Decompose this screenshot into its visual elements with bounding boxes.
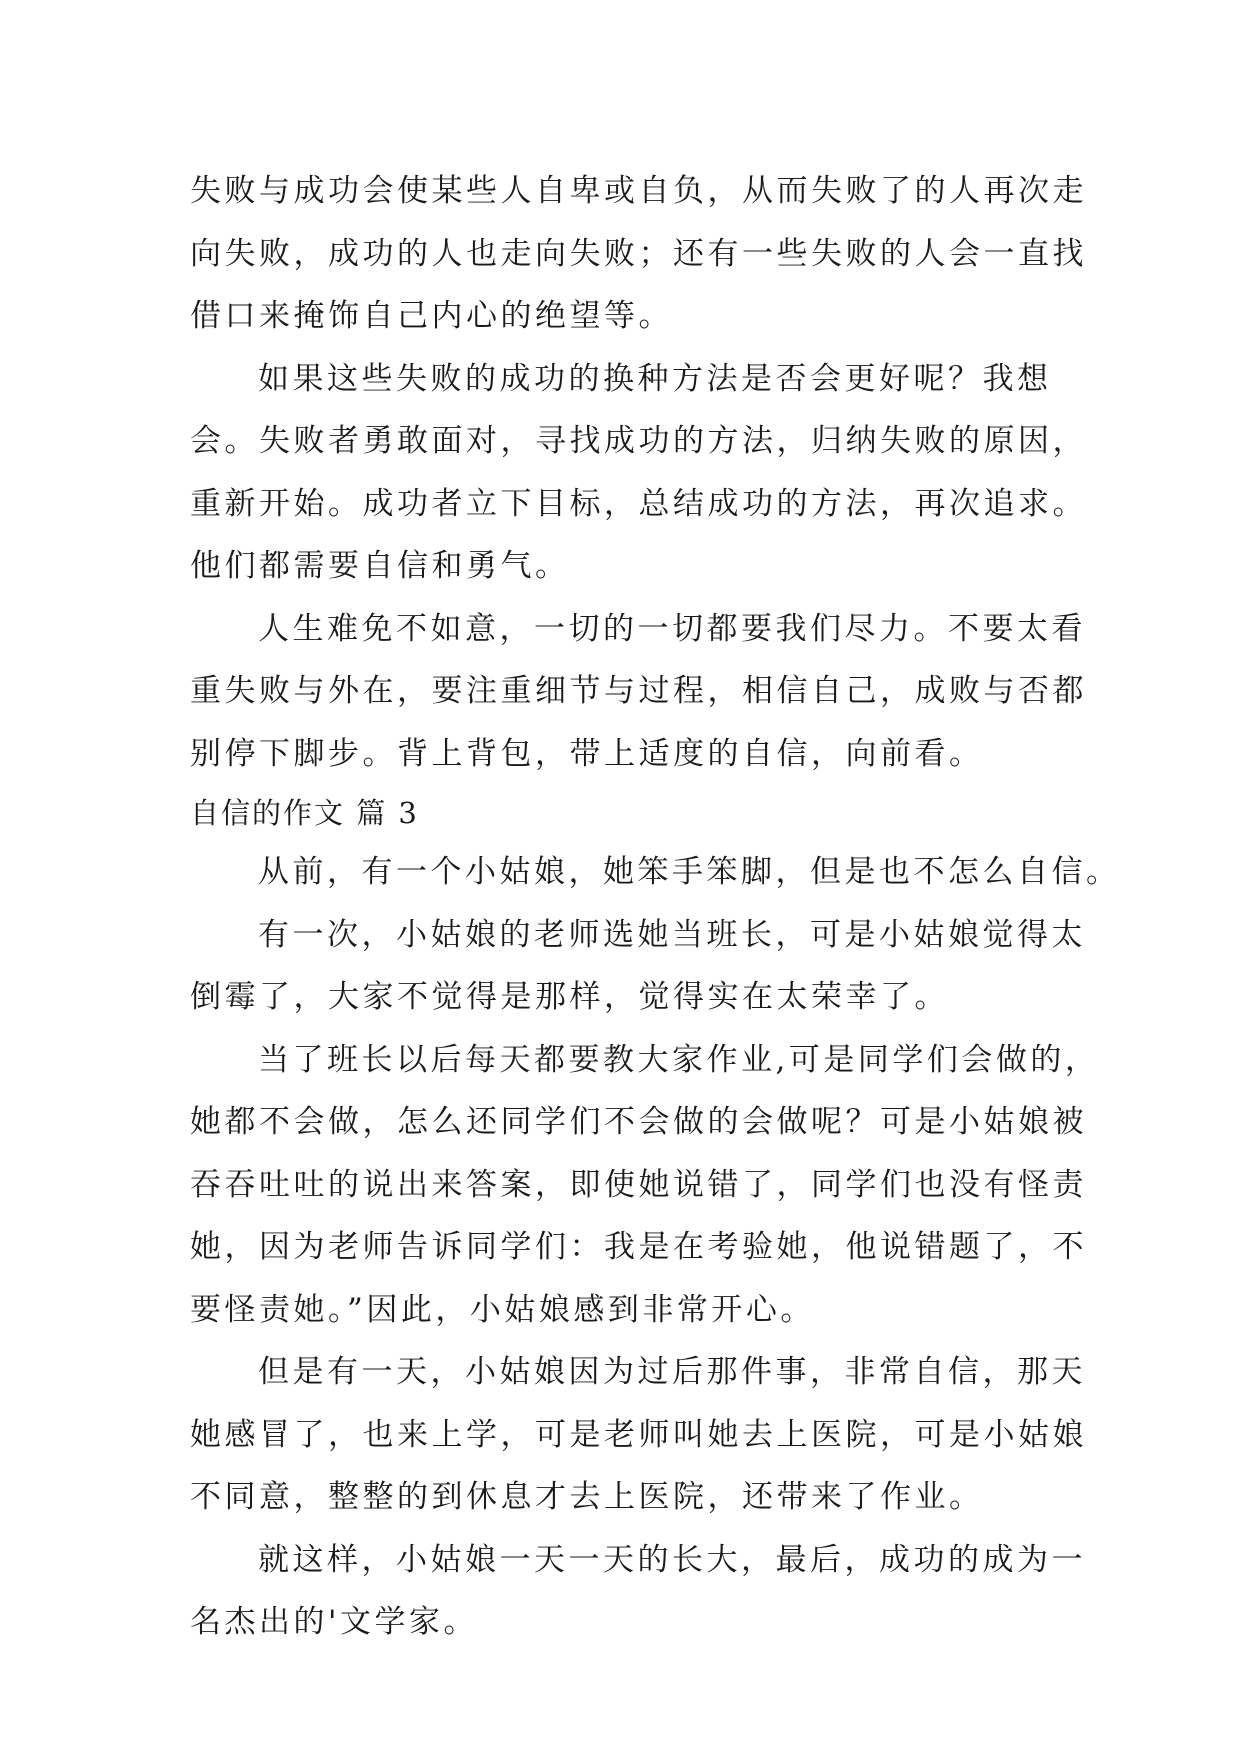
text-line: 会。失败者勇敢面对，寻找成功的方法，归纳失败的原因， [190, 423, 1087, 459]
section-title: 自信的作文 篇 3 [190, 796, 419, 830]
text-line: 从前，有一个小姑娘，她笨手笨脚，但是也不怎么自信。 [258, 854, 1121, 890]
document-page [190, 160, 1121, 1654]
text-line: 就这样，小姑娘一天一天的长大，最后，成功的成为一 [258, 1541, 1086, 1578]
text-line: 吞吞吐吐的说出来答案，即使她说错了，同学们也没有怪责 [190, 1166, 1087, 1203]
paragraph [190, 1529, 1086, 1654]
text-line: 她感冒了，也来上学，可是老师叫她去上医院，可是小姑娘 [190, 1416, 1087, 1453]
text-line: 不同意，整整的到休息才去上医院，还带来了作业。 [190, 1479, 984, 1515]
text-line: 他们都需要自信和勇气。 [190, 548, 570, 584]
paragraph [190, 348, 1087, 598]
text-line: 人生难免不如意，一切的一切都要我们尽力。不要太看 [258, 610, 1086, 647]
paragraph [190, 1341, 1087, 1529]
text-line: 她都不会做，怎么还同学们不会做的会做呢？可是小姑娘被 [190, 1104, 1087, 1140]
text-line: 失败与成功会使某些人自卑或自负，从而失败了的人再次走 [190, 173, 1087, 209]
text-line: 她，因为老师告诉同学们：我是在考验她，他说错题了，不 [190, 1229, 1087, 1265]
text-line: 向失败，成功的人也走向失败；还有一些失败的人会一直找 [190, 235, 1087, 272]
paragraph [190, 904, 1086, 1029]
text-line: 重失败与外在，要注重细节与过程，相信自己，成败与否都 [190, 673, 1087, 709]
text-line: 如果这些失败的成功的换种方法是否会更好呢？我想 [258, 360, 1052, 397]
text-line: 别停下脚步。背上背包，带上适度的自信，向前看。 [190, 735, 984, 772]
paragraph [190, 841, 1121, 904]
paragraph [190, 1029, 1100, 1342]
text-line: 借口来掩饰自己内心的绝望等。 [190, 298, 673, 334]
text-line: 要怪责她。”因此，小姑娘感到非常开心。 [190, 1291, 815, 1328]
text-line: 但是有一天，小姑娘因为过后那件事，非常自信，那天 [258, 1354, 1086, 1390]
text-line: 倒霉了，大家不觉得是那样，觉得实在太荣幸了。 [190, 979, 949, 1015]
paragraph [190, 160, 1087, 348]
text-line: 名杰出的'文学家。 [190, 1604, 479, 1640]
text-line: 有一次，小姑娘的老师选她当班长，可是小姑娘觉得太 [258, 916, 1086, 953]
text-line: 重新开始。成功者立下目标，总结成功的方法，再次追求。 [190, 485, 1087, 522]
paragraph [190, 598, 1087, 786]
text-line: 当了班长以后每天都要教大家作业,可是同学们会做的， [258, 1041, 1100, 1078]
